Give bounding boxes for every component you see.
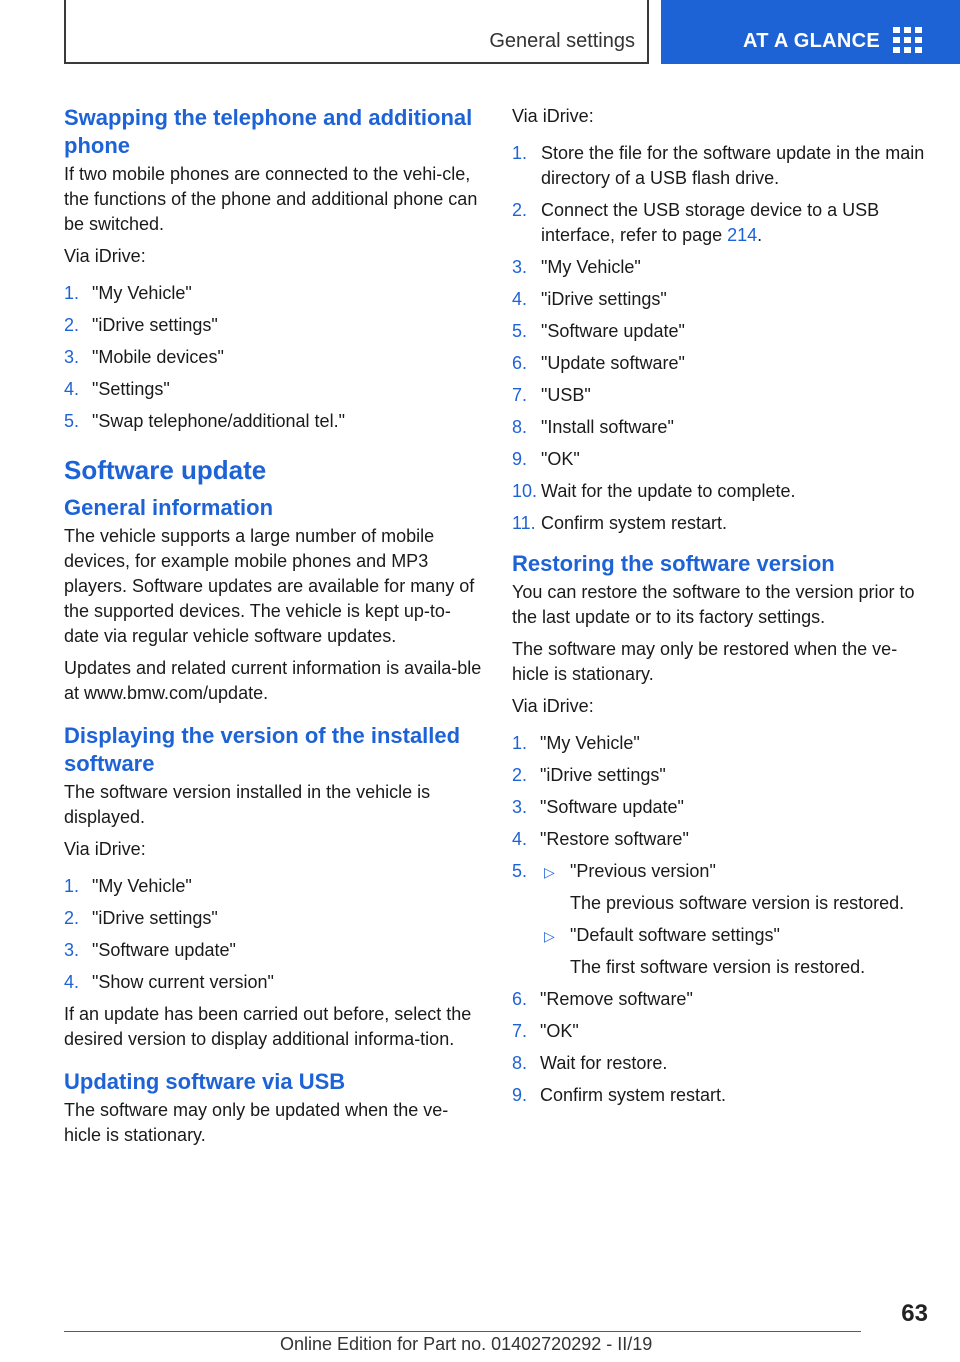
general-p2: Updates and related current information is availa-ble at www.bmw.com/update.: [64, 658, 482, 703]
list-item: 2. "iDrive settings": [512, 765, 666, 785]
grid-menu-icon[interactable]: [893, 27, 923, 53]
usb-body: The software may only be updated when the ve-hicle is stationary.: [64, 1100, 449, 1145]
list-item: 8. Wait for restore.: [512, 1053, 668, 1073]
list-item: 2. "iDrive settings": [64, 315, 218, 335]
swap-steps: [64, 281, 484, 434]
list-item: 2. "iDrive settings": [64, 908, 218, 928]
swap-body: If two mobile phones are connected to the vehi-cle, the functions of the phone and additional phone can be switched.: [64, 164, 478, 234]
section-title: General settings: [489, 30, 635, 52]
right-column: [512, 100, 928, 1115]
heading-software-update: Software update: [64, 455, 267, 485]
list-item: 4. "Settings": [64, 379, 170, 399]
list-item: 8. "Install software": [512, 417, 674, 437]
restore-p1: You can restore the software to the version prior to the last update or to its factory settings.: [512, 582, 915, 627]
list-item: 6. "Update software": [512, 353, 685, 373]
list-item: 5. "Swap telephone/additional tel.": [64, 411, 345, 431]
restore-p2: The software may only be restored when the ve-hicle is stationary.: [512, 639, 898, 684]
chapter-tab[interactable]: [661, 0, 960, 64]
list-item: 7. "USB": [512, 385, 591, 405]
heading-general-information: General information: [64, 495, 274, 520]
page-number: 63: [901, 1300, 928, 1327]
list-item: 9. "OK": [512, 449, 580, 469]
display-body: The software version installed in the vehicle is displayed.: [64, 782, 431, 827]
list-item: 3. "My Vehicle": [512, 257, 641, 277]
swap-via: Via iDrive:: [64, 246, 146, 266]
list-item: 3. "Software update": [512, 797, 684, 817]
list-item: 4. "iDrive settings": [512, 289, 667, 309]
restore-options: [540, 859, 928, 980]
heading-restore-version: Restoring the software version: [512, 551, 835, 576]
heading-display-version: Displaying the version of the installed software: [64, 723, 461, 776]
usb-via: Via iDrive:: [512, 106, 594, 126]
list-item: 5. "Software update": [512, 321, 685, 341]
list-item: 2. Connect the USB storage device to a USB interface, refer to page 214.: [512, 200, 880, 245]
triangle-bullet-icon: ▷: [544, 928, 555, 944]
list-item: 5. ▷ "Previous version" The previous software version is restored. ▷ "Default software settings" The first software version is restored.: [512, 859, 928, 980]
header-section-box: [64, 0, 649, 64]
left-column: [64, 100, 484, 1155]
option-item: ▷ "Default software settings" The first software version is restored.: [544, 925, 866, 977]
list-item: 1. "My Vehicle": [512, 733, 640, 753]
heading-usb-update: Updating software via USB: [64, 1069, 346, 1094]
list-item: 3. "Mobile devices": [64, 347, 224, 367]
list-item: 1. "My Vehicle": [64, 283, 192, 303]
list-item: 4. "Restore software": [512, 829, 689, 849]
list-item: 3. "Software update": [64, 940, 236, 960]
page-link[interactable]: 214: [727, 225, 758, 245]
display-after: If an update has been carried out before, select the desired version to display additional informa-tion.: [64, 1004, 472, 1049]
display-steps: [64, 874, 484, 995]
restore-via: Via iDrive:: [512, 696, 594, 716]
display-via: Via iDrive:: [64, 839, 146, 859]
option-item: ▷ "Previous version" The previous software version is restored.: [544, 861, 905, 913]
list-item: 1. "My Vehicle": [64, 876, 192, 896]
chapter-title: AT A GLANCE: [743, 30, 880, 52]
list-item: 11. Confirm system restart.: [512, 513, 728, 533]
footer-divider: [64, 1331, 861, 1332]
restore-steps: [512, 731, 928, 1108]
list-item: 7. "OK": [512, 1021, 579, 1041]
list-item: 6. "Remove software": [512, 989, 693, 1009]
list-item: 10. Wait for the update to complete.: [512, 481, 796, 501]
list-item: 9. Confirm system restart.: [512, 1085, 727, 1105]
list-item: 4. "Show current version": [64, 972, 274, 992]
list-item: 1. Store the file for the software update in the main directory of a USB flash drive.: [512, 143, 925, 188]
footer-edition: Online Edition for Part no. 01402720292 - II/19: [280, 1334, 653, 1354]
usb-steps: [512, 141, 928, 536]
triangle-bullet-icon: ▷: [544, 864, 555, 880]
heading-swap-phone: Swapping the telephone and additional phone: [64, 105, 473, 158]
general-p1: The vehicle supports a large number of mobile devices, for example mobile phones and MP3 players. Software updates are available for many of the supported devices. The vehicle is kept up-to-date via regular vehicle software updates.: [64, 526, 475, 646]
